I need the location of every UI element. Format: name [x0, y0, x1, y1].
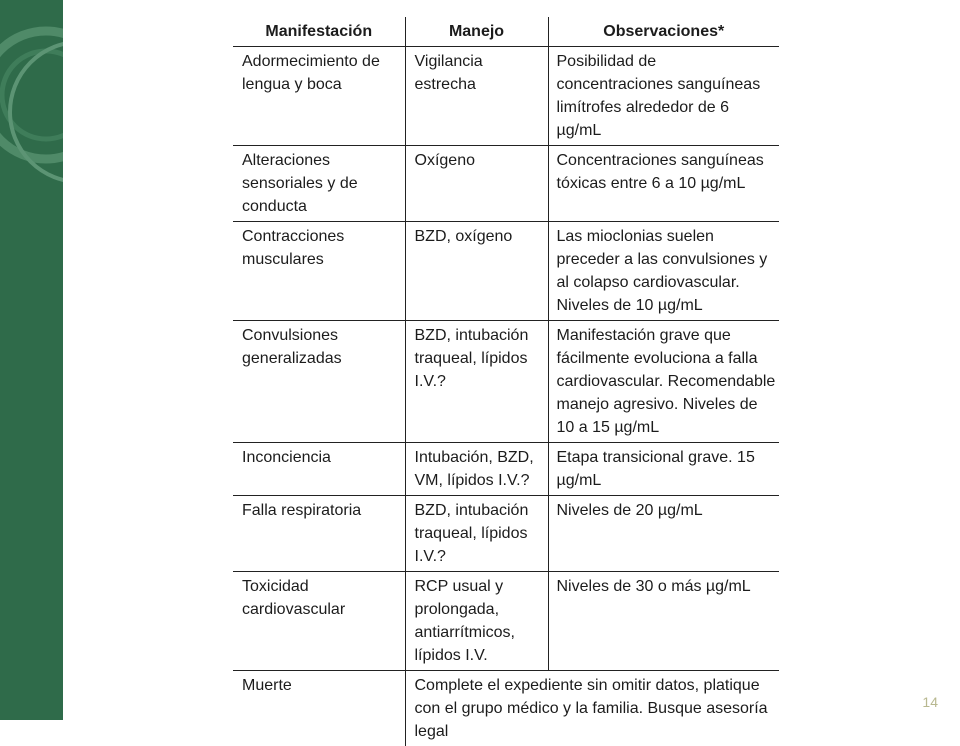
header-observaciones: Observaciones*: [548, 17, 779, 47]
cell-manejo: BZD, intubación traqueal, lípidos I.V.?: [405, 496, 548, 572]
cell-manifestacion: Adormecimiento de lengua y boca: [233, 47, 405, 146]
cell-observaciones: Las mioclonias suelen preceder a las convulsiones y al colapso cardiovascular. Niveles de 10 µg/mL: [548, 222, 779, 321]
cell-manejo-observaciones-merged: Complete el expediente sin omitir datos, platique con el grupo médico y la familia. Busque asesoría legal: [405, 671, 779, 746]
manifestations-table: [233, 17, 779, 746]
cell-manejo: Vigilancia estrecha: [405, 47, 548, 146]
table-row: [233, 443, 779, 496]
table-row: [233, 321, 779, 443]
table-row: [233, 572, 779, 671]
cell-manifestacion: Falla respiratoria: [233, 496, 405, 572]
cell-observaciones: Posibilidad de concentraciones sanguíneas limítrofes alrededor de 6 µg/mL: [548, 47, 779, 146]
cell-observaciones: Etapa transicional grave. 15 µg/mL: [548, 443, 779, 496]
cell-observaciones: Niveles de 20 µg/mL: [548, 496, 779, 572]
table-row: [233, 47, 779, 146]
cell-manifestacion: Contracciones musculares: [233, 222, 405, 321]
cell-manifestacion: Muerte: [233, 671, 405, 746]
cell-manejo: BZD, intubación traqueal, lípidos I.V.?: [405, 321, 548, 443]
header-manejo: Manejo: [405, 17, 548, 47]
cell-manifestacion: Convulsiones generalizadas: [233, 321, 405, 443]
table-row-last: [233, 671, 779, 746]
cell-manifestacion: Inconciencia: [233, 443, 405, 496]
cell-observaciones: Concentraciones sanguíneas tóxicas entre 6 a 10 µg/mL: [548, 146, 779, 222]
cell-observaciones: Niveles de 30 o más µg/mL: [548, 572, 779, 671]
table-row: [233, 146, 779, 222]
cell-observaciones: Manifestación grave que fácilmente evoluciona a falla cardiovascular. Recomendable manejo agresivo. Niveles de 10 a 15 µg/mL: [548, 321, 779, 443]
cell-manejo: BZD, oxígeno: [405, 222, 548, 321]
cell-manifestacion: Alteraciones sensoriales y de conducta: [233, 146, 405, 222]
table-header-row: [233, 17, 779, 47]
decorative-rings-icon: [0, 0, 63, 720]
table-row: [233, 222, 779, 321]
table-row: [233, 496, 779, 572]
slide-number: 14: [922, 694, 938, 710]
green-sidebar: [0, 0, 63, 720]
cell-manifestacion: Toxicidad cardiovascular: [233, 572, 405, 671]
header-manifestacion: Manifestación: [233, 17, 405, 47]
cell-manejo: Intubación, BZD, VM, lípidos I.V.?: [405, 443, 548, 496]
cell-manejo: RCP usual y prolongada, antiarrítmicos, lípidos I.V.: [405, 572, 548, 671]
cell-manejo: Oxígeno: [405, 146, 548, 222]
